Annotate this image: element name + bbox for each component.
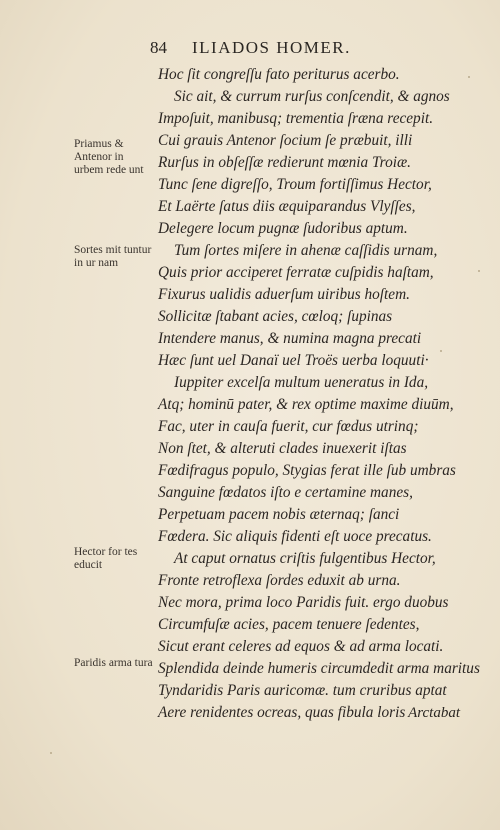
verse-line: Tyndaridis Paris auricomæ. tum cruribus aptat bbox=[158, 682, 447, 699]
verse-line: Impoſuit, manibusq; trementia ſræna recepit. bbox=[158, 110, 434, 127]
verse-line: Delegere locum pugnæ ſudoribus aptum. bbox=[158, 220, 408, 237]
margin-gloss: Sortes mit tuntur in ur nam bbox=[74, 244, 152, 269]
verse-line: Hoc ſit congreſſu fato periturus acerbo. bbox=[158, 66, 400, 83]
verse-line: Sollicitæ ſtabant acies, cœloq; ſupinas bbox=[158, 308, 393, 325]
verse-line: Tum ſortes miſere in ahenæ caſſidis urnam, bbox=[174, 242, 438, 259]
paper-speck bbox=[440, 350, 442, 352]
page-header bbox=[150, 38, 450, 62]
verse-line: Fac, uter in cauſa fuerit, cur fœdus utrinq; bbox=[158, 418, 419, 435]
verse-line: Fixurus ualidis aduerſum uiribus hoſtem. bbox=[158, 286, 410, 303]
verse-line: Cui grauis Antenor ſocium ſe præbuit, illi bbox=[158, 132, 413, 149]
verse-line: Nec mora, prima loco Paridis fuit. ergo duobus bbox=[158, 594, 449, 611]
verse-line: At caput ornatus criſtis fulgentibus Hector, bbox=[174, 550, 436, 567]
verse-line: Quis prior acciperet ferratæ cuſpidis haſtam, bbox=[158, 264, 434, 281]
verse-line: Rurſus in obſeſſæ redierunt mœnia Troiæ. bbox=[158, 154, 411, 171]
verse-line: Splendida deinde humeris circumdedit arma maritus bbox=[158, 660, 480, 677]
verse-line: Et Laërte ſatus diis æquiparandus Vlyſſes, bbox=[158, 198, 416, 215]
margin-gloss: Paridis arma tura bbox=[74, 657, 153, 669]
verse-line: Sic ait, & currum rurſus conſcendit, & agnos bbox=[174, 88, 450, 105]
catchword: Arctabat bbox=[408, 705, 460, 721]
verse-line: Tunc ſene digreſſo, Troum fortiſſimus Hector, bbox=[158, 176, 432, 193]
verse-line: Fœdifragus populo, Stygias ferat ille ſub umbras bbox=[158, 462, 456, 479]
paper-speck bbox=[50, 752, 52, 754]
verse-line: Fronte retroflexa ſordes eduxit ab urna. bbox=[158, 572, 401, 589]
verse-line: Atq; hominū pater, & rex optime maxime diuūm, bbox=[158, 396, 454, 413]
verse-line: Intendere manus, & numina magna precati bbox=[158, 330, 422, 347]
verse-line: Circumfuſæ acies, pacem tenuere ſedentes, bbox=[158, 616, 420, 633]
paper-speck bbox=[478, 270, 480, 272]
verse-line: Iuppiter excelſa multum ueneratus in Ida, bbox=[174, 374, 429, 391]
running-title: ILIADOS HOMER. bbox=[192, 38, 351, 57]
paper-speck bbox=[468, 76, 470, 78]
verse-line: Aere renidentes ocreas, quas fibula loris bbox=[158, 704, 406, 721]
verse-line: Hæc ſunt uel Danaï uel Troës uerba loquuti· bbox=[158, 352, 429, 369]
verse-line: Sicut erant celeres ad equos & ad arma locati. bbox=[158, 638, 444, 655]
verse-line: Fœdera. Sic aliquis fidenti eſt uoce precatus. bbox=[158, 528, 432, 545]
margin-gloss: Priamus & Antenor in urbem rede unt bbox=[74, 138, 144, 176]
verse-line: Sanguine fœdatos iſto e certamine manes, bbox=[158, 484, 413, 501]
verse-line: Non ſtet, & alteruti clades inuexerit iſtas bbox=[158, 440, 407, 457]
verse-line: Perpetuam pacem nobis æternaq; ſanci bbox=[158, 506, 400, 523]
margin-gloss: Hector for tes educit bbox=[74, 546, 138, 571]
page-number: 84 bbox=[150, 38, 167, 57]
